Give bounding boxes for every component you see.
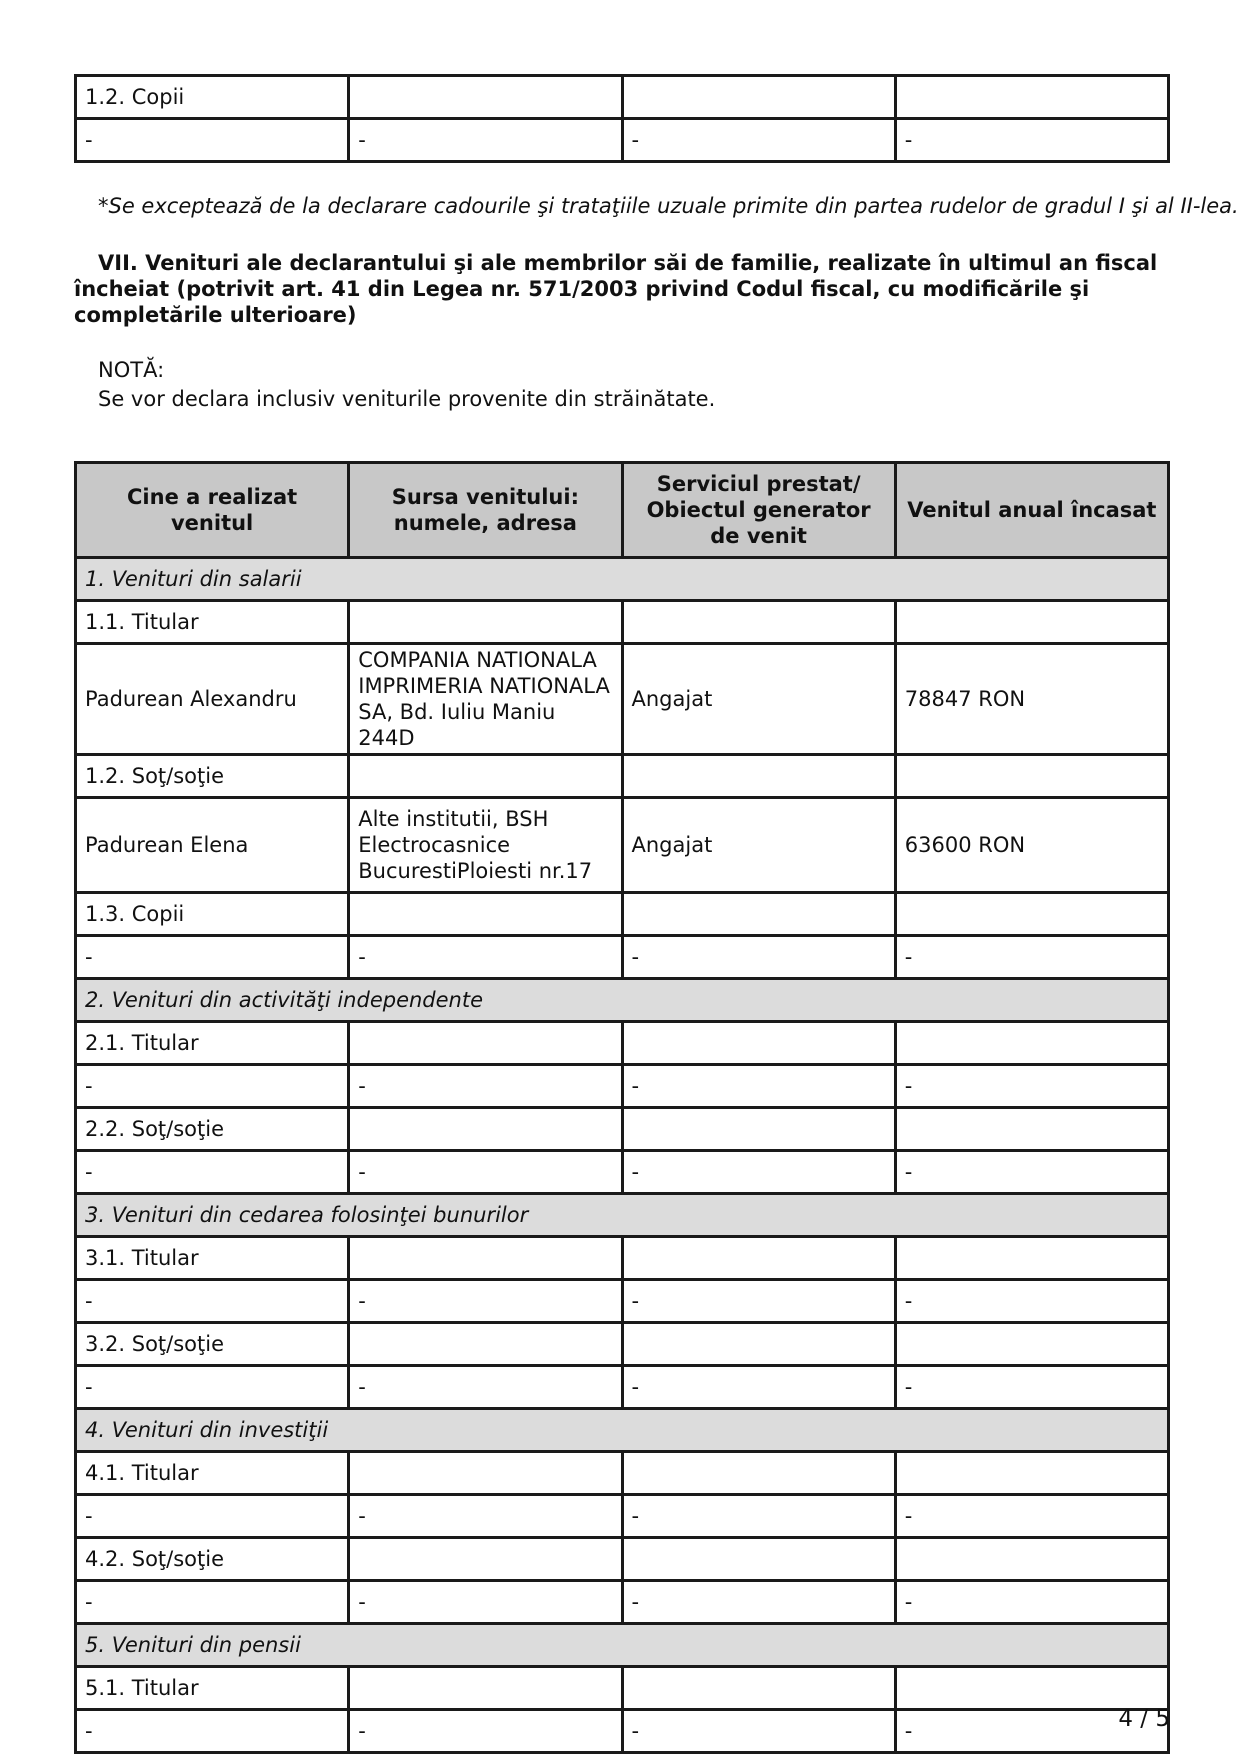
table-cell: -: [895, 1581, 1168, 1624]
table-cell: -: [622, 1280, 895, 1323]
table-cell: 2.1. Titular: [76, 1022, 349, 1065]
table-cell: -: [76, 1151, 349, 1194]
table-cell: [349, 1323, 622, 1366]
table-cell: 3.1. Titular: [76, 1237, 349, 1280]
table-cell: [622, 1538, 895, 1581]
section-vii-title: VII. Venituri ale declarantului şi ale membrilor săi de familie, realizate în ultimul an fiscal încheiat (potrivit art. 41 din Legea nr. 571/2003 privind Codul fiscal, cu modificările şi completările ulterioare): [74, 251, 1158, 327]
table-cell: Padurean Alexandru: [76, 644, 349, 755]
section-label: 2. Venituri din activităţi independente: [76, 979, 1169, 1022]
table-cell: -: [76, 1065, 349, 1108]
table-cell: -: [76, 1581, 349, 1624]
table-cell: -: [622, 1495, 895, 1538]
table-cell: 78847 RON: [895, 644, 1168, 755]
table-cell: [895, 1237, 1168, 1280]
table-cell: -: [622, 1366, 895, 1409]
table-cell: 1.2. Copii: [76, 76, 349, 119]
table-cell: Angajat: [622, 644, 895, 755]
table-cell: 1.1. Titular: [76, 601, 349, 644]
table-row: [76, 1667, 1169, 1710]
table-cell: [622, 76, 895, 119]
table-cell: -: [349, 1151, 622, 1194]
table-cell: [895, 1108, 1168, 1151]
table-cell: -: [76, 1366, 349, 1409]
table-cell: -: [76, 936, 349, 979]
table-cell: [895, 1667, 1168, 1710]
table-cell: Alte institutii, BSH Electrocasnice BucurestiPloiesti nr.17: [349, 798, 622, 893]
table-cell: -: [76, 1710, 349, 1753]
table-cell: [349, 1667, 622, 1710]
table-cell: [349, 1022, 622, 1065]
income-table: [74, 461, 1170, 1754]
table-cell: [622, 755, 895, 798]
table-row: [76, 893, 1169, 936]
table-row: [76, 644, 1169, 755]
table-cell: -: [895, 1151, 1168, 1194]
table-cell: [349, 755, 622, 798]
nota-label: NOTĂ:: [98, 358, 165, 382]
table-cell: [895, 1022, 1168, 1065]
section-row: [76, 1194, 1169, 1237]
table-cell: [895, 1323, 1168, 1366]
table-cell: -: [895, 936, 1168, 979]
table-cell: [622, 1323, 895, 1366]
table-cell: -: [622, 936, 895, 979]
table-cell: [895, 1538, 1168, 1581]
table-cell: -: [349, 1065, 622, 1108]
section-row: [76, 979, 1169, 1022]
table-cell: -: [349, 936, 622, 979]
table-cell: -: [76, 1495, 349, 1538]
table-row: [76, 1065, 1169, 1108]
table-cell: [895, 1452, 1168, 1495]
table-row: [76, 1538, 1169, 1581]
table-cell: -: [622, 119, 895, 162]
table-cell: -: [349, 1581, 622, 1624]
table-cell: [349, 1452, 622, 1495]
table-cell: [349, 601, 622, 644]
table-cell: [622, 1022, 895, 1065]
section-row: [76, 1624, 1169, 1667]
table-cell: -: [895, 1065, 1168, 1108]
table-row: [76, 755, 1169, 798]
table-cell: -: [76, 119, 349, 162]
table-cell: [622, 1108, 895, 1151]
table-cell: -: [622, 1710, 895, 1753]
section-row: [76, 1409, 1169, 1452]
table-cell: -: [349, 1710, 622, 1753]
table-cell: [622, 893, 895, 936]
table-cell: [349, 1237, 622, 1280]
table-row: [76, 1151, 1169, 1194]
table-cell: [895, 601, 1168, 644]
table-cell: -: [349, 119, 622, 162]
table-row: [76, 936, 1169, 979]
table-cell: [349, 893, 622, 936]
table-cell: COMPANIA NATIONALA IMPRIMERIA NATIONALA SA, Bd. Iuliu Maniu 244D: [349, 644, 622, 755]
table-cell: 1.2. Soţ/soţie: [76, 755, 349, 798]
table-row: [76, 601, 1169, 644]
table-row: [76, 798, 1169, 893]
header-source: Sursa venitului: numele, adresa: [349, 463, 622, 558]
section-label: 1. Venituri din salarii: [76, 558, 1169, 601]
table-cell: -: [895, 1280, 1168, 1323]
children-continuation-table: [74, 74, 1170, 163]
table-cell: -: [622, 1065, 895, 1108]
income-table-header: [76, 463, 1169, 558]
table-cell: -: [76, 1280, 349, 1323]
table-cell: -: [895, 1366, 1168, 1409]
table-cell: Padurean Elena: [76, 798, 349, 893]
table-cell: [622, 1452, 895, 1495]
table-cell: -: [622, 1151, 895, 1194]
table-cell: -: [895, 1495, 1168, 1538]
table-cell: 4.1. Titular: [76, 1452, 349, 1495]
table-row: [76, 1280, 1169, 1323]
table-cell: 2.2. Soţ/soţie: [76, 1108, 349, 1151]
table-cell: 63600 RON: [895, 798, 1168, 893]
table-cell: 3.2. Soţ/soţie: [76, 1323, 349, 1366]
nota-text: Se vor declara inclusiv veniturile provenite din străinătate.: [98, 387, 716, 411]
table-cell: [895, 893, 1168, 936]
table-row: [76, 1495, 1169, 1538]
table-row: [76, 1581, 1169, 1624]
table-cell: 4.2. Soţ/soţie: [76, 1538, 349, 1581]
table-cell: -: [622, 1581, 895, 1624]
table-row: [76, 1366, 1169, 1409]
table-cell: [349, 1538, 622, 1581]
table-row: [76, 1237, 1169, 1280]
table-row: [76, 1108, 1169, 1151]
table-cell: -: [349, 1495, 622, 1538]
section-label: 4. Venituri din investiţii: [76, 1409, 1169, 1452]
header-annual-income: Venitul anual încasat: [895, 463, 1168, 558]
table-cell: -: [349, 1366, 622, 1409]
table-row: [76, 76, 1169, 119]
section-row: [76, 558, 1169, 601]
table-cell: [622, 601, 895, 644]
table-cell: 5.1. Titular: [76, 1667, 349, 1710]
table-cell: -: [895, 1710, 1168, 1753]
table-row: [76, 1323, 1169, 1366]
table-row: [76, 1022, 1169, 1065]
table-cell: [349, 76, 622, 119]
gift-exception-footnote: *Se exceptează de la declarare cadourile şi trataţiile uzuale primite din partea rudelor de gradul I şi al II-lea.: [98, 194, 1239, 218]
section-label: 3. Venituri din cedarea folosinţei bunurilor: [76, 1194, 1169, 1237]
table-cell: Angajat: [622, 798, 895, 893]
table-cell: [622, 1667, 895, 1710]
table-cell: [895, 755, 1168, 798]
table-cell: [895, 76, 1168, 119]
table-cell: [622, 1237, 895, 1280]
table-cell: 1.3. Copii: [76, 893, 349, 936]
table-cell: [349, 1108, 622, 1151]
table-cell: -: [895, 119, 1168, 162]
section-label: 5. Venituri din pensii: [76, 1624, 1169, 1667]
header-service: Serviciul prestat/ Obiectul generator de venit: [622, 463, 895, 558]
table-row: [76, 119, 1169, 162]
header-who: Cine a realizat venitul: [76, 463, 349, 558]
table-row: [76, 1452, 1169, 1495]
page-number: 4 / 5: [1118, 1706, 1170, 1732]
table-row: [76, 1710, 1169, 1753]
table-cell: -: [349, 1280, 622, 1323]
